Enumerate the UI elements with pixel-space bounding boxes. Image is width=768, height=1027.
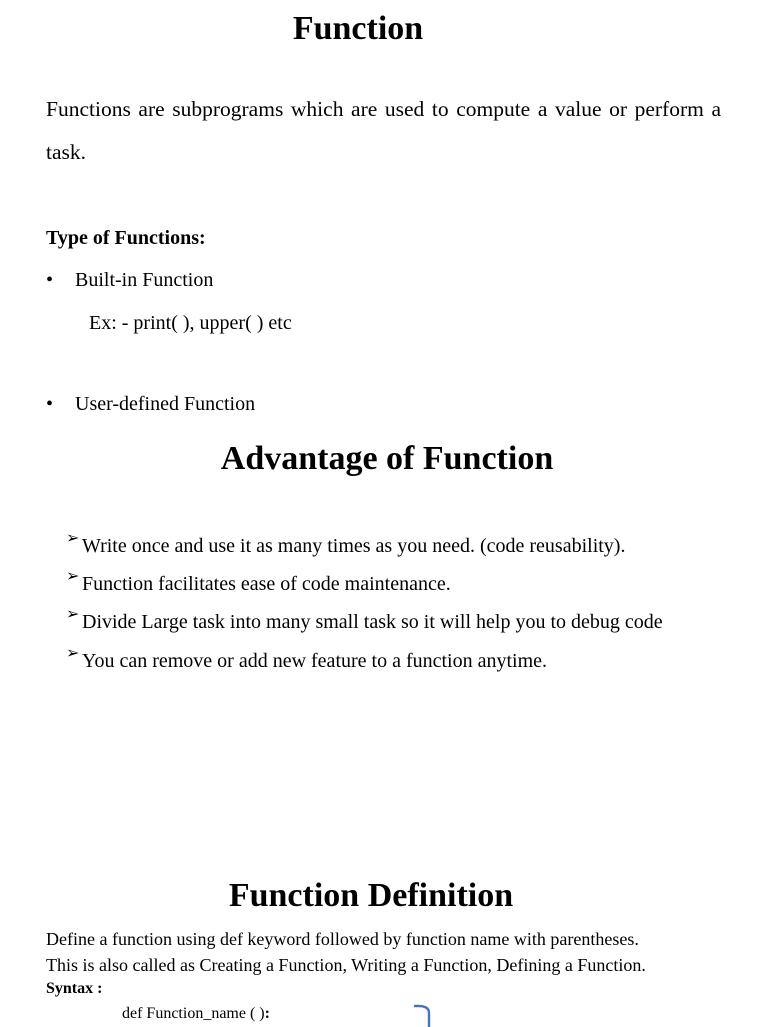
bullet-icon: • bbox=[46, 393, 54, 415]
bullet-icon: • bbox=[46, 269, 54, 291]
list-item bbox=[66, 570, 451, 600]
list-item-label: Write once and use it as many times as you need. (code reusability). bbox=[82, 535, 626, 557]
list-item-example: Ex: - print( ), upper( ) etc bbox=[89, 312, 292, 334]
types-heading: Type of Functions: bbox=[46, 227, 206, 249]
definition-line: Define a function using def keyword followed by function name with parentheses. bbox=[46, 929, 639, 949]
advantage-heading: Advantage of Function bbox=[220, 440, 554, 477]
arrow-bullet-icon: ➢ bbox=[66, 606, 80, 623]
list-item bbox=[66, 532, 625, 562]
list-item-label: Function facilitates ease of code maintenance. bbox=[82, 573, 451, 595]
definition-heading: Function Definition bbox=[228, 877, 514, 914]
arrow-bullet-icon: ➢ bbox=[66, 530, 80, 547]
syntax-label: Syntax : bbox=[46, 980, 103, 997]
list-item-label: User-defined Function bbox=[75, 393, 256, 415]
list-item bbox=[46, 267, 53, 293]
intro-paragraph: Functions are subprograms which are used to compute a value or perform a task. bbox=[46, 97, 721, 164]
code-text: def Function_name ( ) bbox=[122, 1005, 265, 1022]
list-item bbox=[46, 391, 53, 417]
list-item-label: Built-in Function bbox=[75, 269, 214, 291]
arrow-bullet-icon: ➢ bbox=[66, 568, 80, 585]
code-colon: : bbox=[264, 1005, 270, 1022]
list-item-label: You can remove or add new feature to a function anytime. bbox=[82, 650, 548, 672]
code-line bbox=[122, 1003, 270, 1025]
definition-line: This is also called as Creating a Function, Writing a Function, Defining a Function. bbox=[46, 955, 646, 975]
page-title: Function bbox=[292, 10, 424, 47]
right-brace-icon bbox=[412, 1003, 434, 1027]
arrow-bullet-icon: ➢ bbox=[66, 645, 80, 662]
list-item-label: Divide Large task into many small task so it will help you to debug code bbox=[82, 611, 663, 633]
list-item bbox=[66, 608, 663, 638]
list-item bbox=[66, 647, 547, 677]
